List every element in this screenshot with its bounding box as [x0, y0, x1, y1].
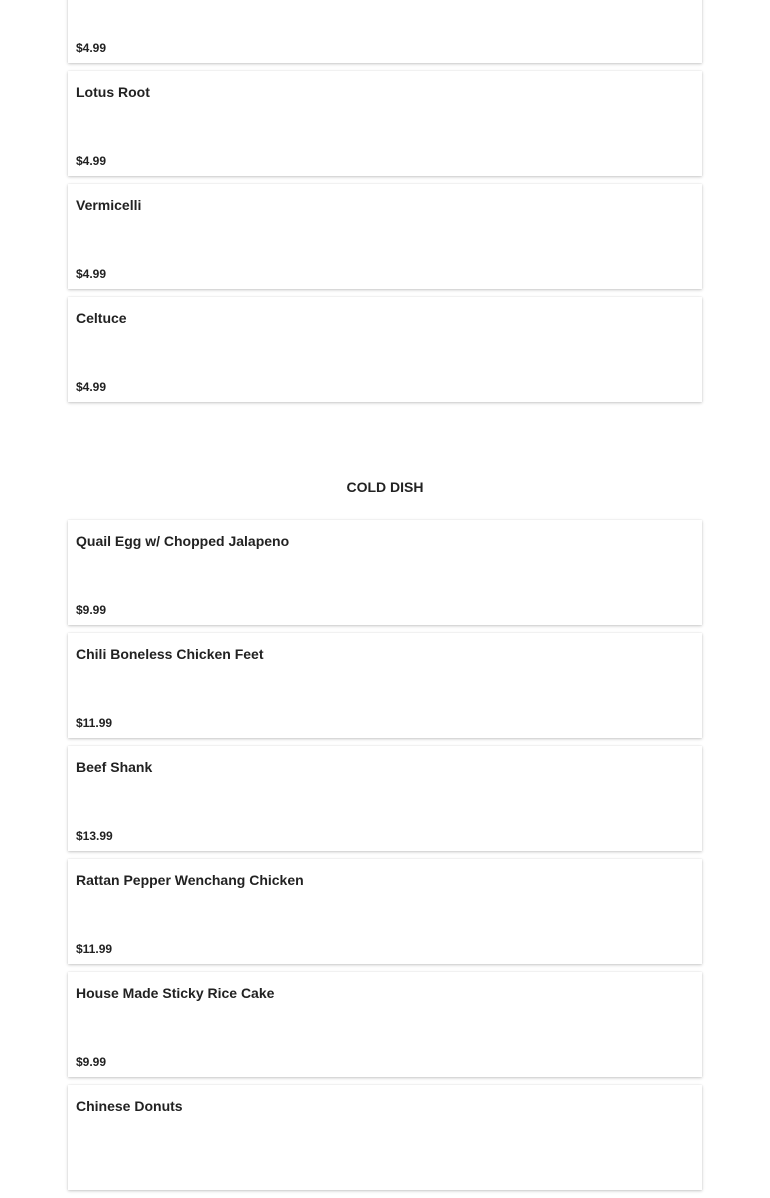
menu-item-card[interactable] [68, 1085, 702, 1190]
menu-item-price: $9.99 [76, 603, 107, 617]
menu-item-card[interactable] [68, 71, 702, 176]
menu-item-card[interactable] [68, 184, 702, 289]
section-heading [68, 410, 702, 520]
menu-item-price: $4.99 [76, 380, 107, 394]
menu-item-name: Quail Egg w/ Chopped Jalapeno [76, 533, 290, 549]
menu-item-card[interactable] [68, 297, 702, 402]
menu-item-price: $9.99 [76, 1055, 107, 1069]
menu-item-name: Chili Boneless Chicken Feet [76, 646, 264, 662]
menu-item-name: Celtuce [76, 310, 127, 326]
menu-item-card[interactable] [68, 633, 702, 738]
menu-item-name: Rattan Pepper Wenchang Chicken [76, 872, 304, 888]
menu-item-card[interactable] [68, 520, 702, 625]
menu-item-price: $4.99 [76, 267, 107, 281]
menu-item-name: Beef Shank [76, 759, 153, 775]
menu-item-price: $4.99 [76, 41, 107, 55]
menu-item-name: House Made Sticky Rice Cake [76, 985, 275, 1001]
menu-item-card[interactable] [68, 746, 702, 851]
menu-item-price: $4.99 [76, 154, 107, 168]
menu-item-price: $11.99 [76, 942, 113, 956]
menu-item-name: Vermicelli [76, 197, 142, 213]
menu-item-name: Chinese Donuts [76, 1098, 183, 1114]
menu-item-price: $11.99 [76, 716, 113, 730]
menu-page [68, 0, 702, 1198]
menu-item-card[interactable] [68, 859, 702, 964]
menu-item-card[interactable] [68, 972, 702, 1077]
section-title: COLD DISH [346, 479, 424, 495]
menu-item-card[interactable] [68, 0, 702, 63]
menu-item-price: $13.99 [76, 829, 113, 843]
menu-item-name: Lotus Root [76, 84, 150, 100]
